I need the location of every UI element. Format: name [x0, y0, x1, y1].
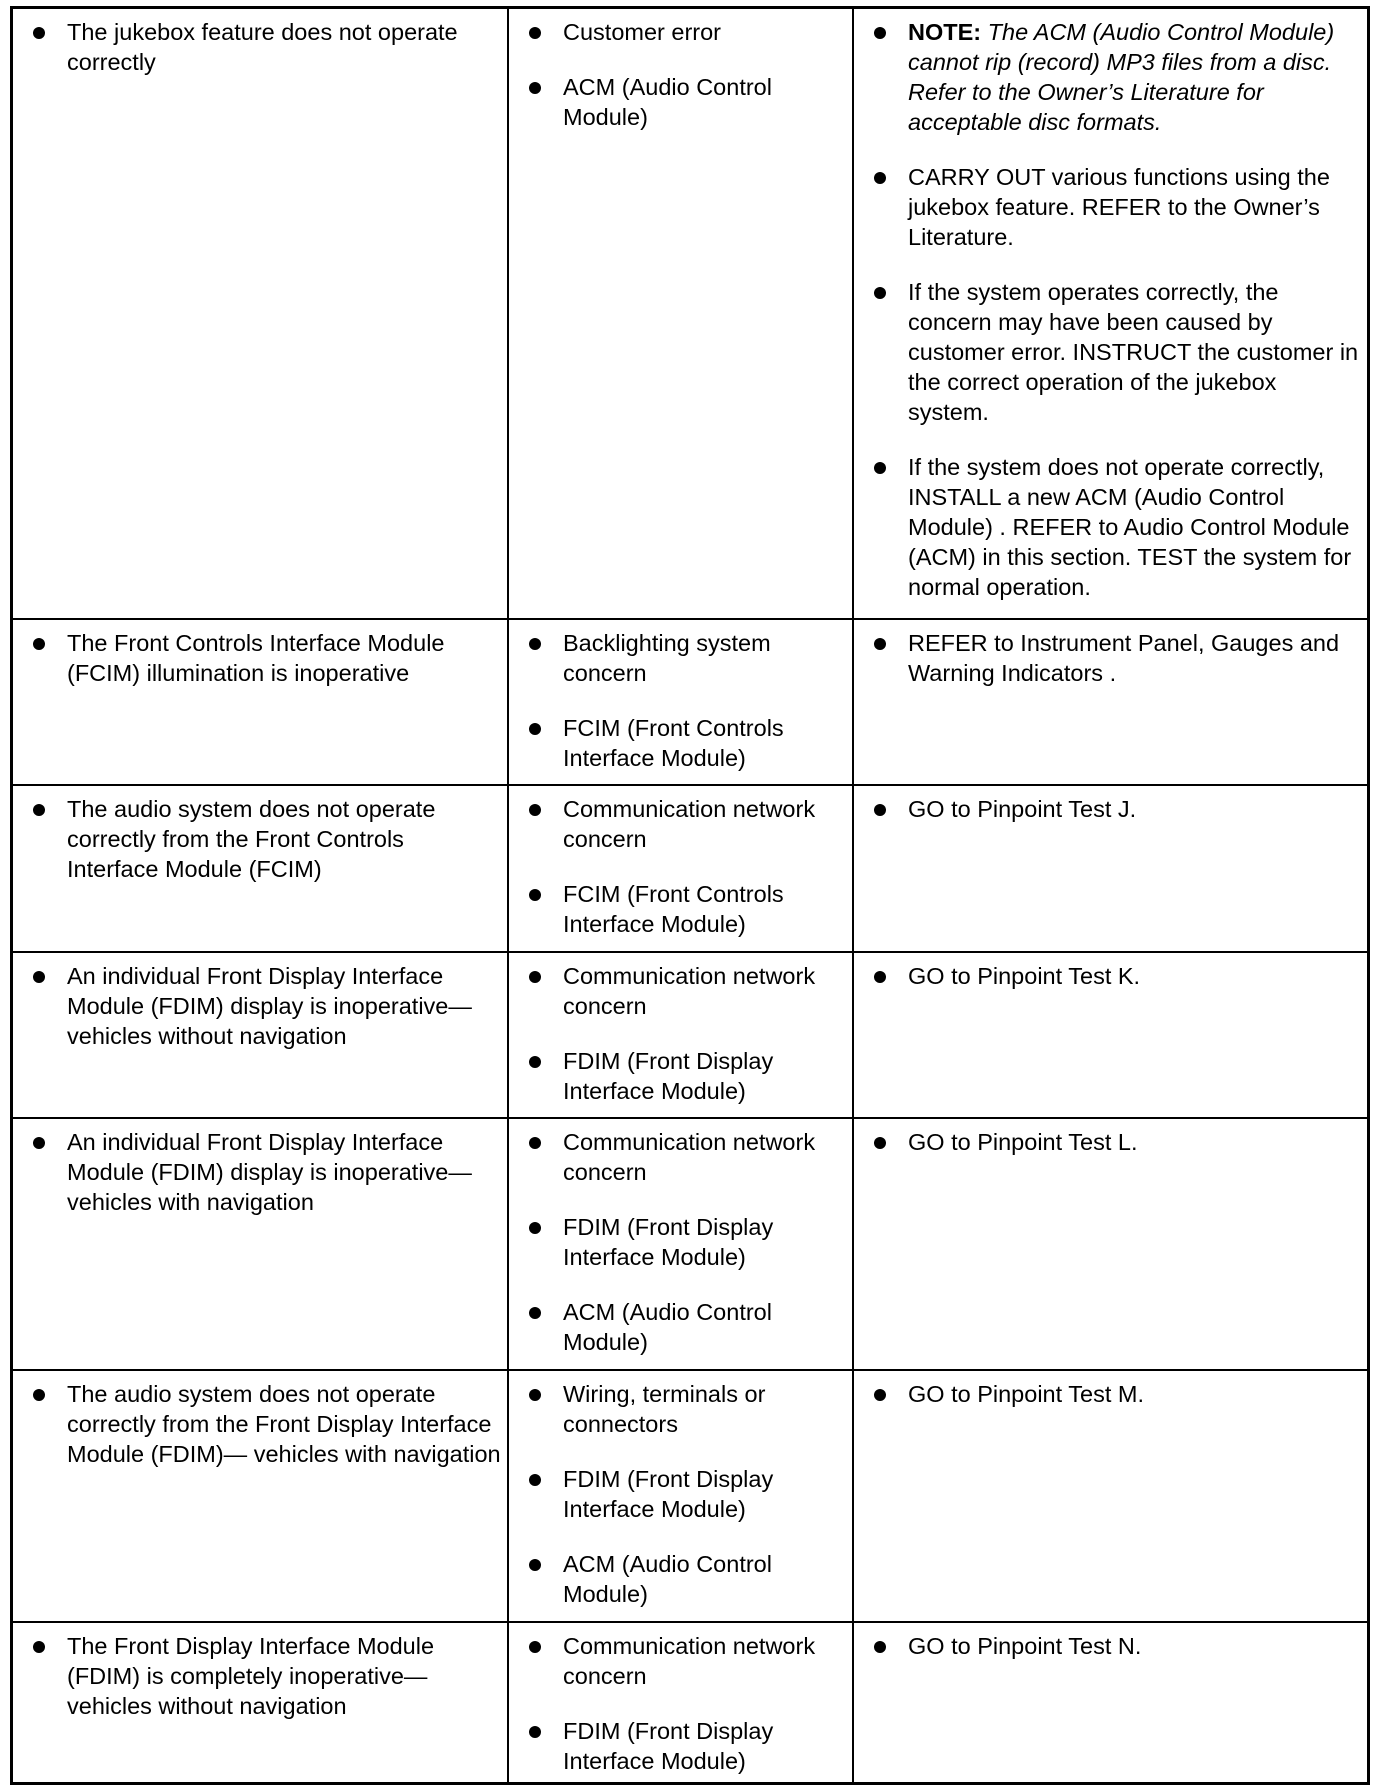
bullet-icon: [33, 804, 45, 816]
note-label: NOTE:: [908, 19, 982, 45]
symptom-text: The audio system does not operate correctly from the Front Display Interface Module (FDIM)— vehicles with navigation: [67, 1381, 501, 1467]
list-item: [874, 794, 1359, 824]
list-item: [874, 452, 1359, 602]
cause-text: Wiring, terminals or connectors: [563, 1381, 766, 1437]
table-row: [13, 1623, 1367, 1782]
list-item: [529, 879, 846, 939]
list-item: [529, 1212, 846, 1272]
table-row: [13, 953, 1367, 1119]
list-item: [33, 794, 501, 884]
bullet-icon: [874, 172, 886, 184]
symptom-text: The Front Controls Interface Module (FCIM) illumination is inoperative: [67, 630, 445, 686]
cause-text: Customer error: [563, 19, 722, 45]
list-item: [529, 1379, 846, 1439]
cause-text: Communication network concern: [563, 963, 816, 1019]
bullet-icon: [529, 82, 541, 94]
table-row: [13, 9, 1367, 620]
bullet-icon: [529, 27, 541, 39]
symptom-text: An individual Front Display Interface Module (FDIM) display is inoperative— vehicles without navigation: [67, 963, 472, 1049]
action-text: GO to Pinpoint Test M.: [908, 1381, 1144, 1407]
action-cell: [854, 1119, 1367, 1369]
bullet-icon: [874, 971, 886, 983]
cause-text: FCIM (Front Controls Interface Module): [563, 715, 784, 771]
bullet-icon: [529, 1389, 541, 1401]
action-text: CARRY OUT various functions using the jukebox feature. REFER to the Owner’s Literature.: [908, 164, 1330, 250]
symptom-text: The audio system does not operate correctly from the Front Controls Interface Module (FCIM): [67, 796, 436, 882]
bullet-icon: [33, 27, 45, 39]
list-item: [33, 1631, 501, 1721]
action-cell: [854, 1371, 1367, 1621]
bullet-icon: [874, 638, 886, 650]
cause-text: ACM (Audio Control Module): [563, 1551, 772, 1607]
list-item: [529, 1127, 846, 1187]
cause-text: Communication network concern: [563, 1129, 816, 1185]
cause-cell: [509, 9, 854, 618]
bullet-icon: [529, 889, 541, 901]
symptom-cell: [13, 953, 509, 1117]
action-text: GO to Pinpoint Test N.: [908, 1633, 1142, 1659]
list-item: [874, 17, 1359, 137]
list-item: [529, 1297, 846, 1357]
table-row: [13, 786, 1367, 953]
list-item: [33, 628, 501, 688]
bullet-icon: [874, 804, 886, 816]
action-cell: [854, 953, 1367, 1117]
cause-text: FCIM (Front Controls Interface Module): [563, 881, 784, 937]
bullet-icon: [529, 1641, 541, 1653]
list-item: [874, 1631, 1359, 1661]
bullet-icon: [529, 1056, 541, 1068]
bullet-icon: [874, 287, 886, 299]
list-item: [874, 162, 1359, 252]
list-item: [529, 72, 846, 132]
cause-cell: [509, 953, 854, 1117]
bullet-icon: [33, 638, 45, 650]
list-item: [874, 1379, 1359, 1409]
list-item: [529, 1716, 846, 1776]
bullet-icon: [529, 971, 541, 983]
cause-cell: [509, 1119, 854, 1369]
list-item: [529, 1549, 846, 1609]
bullet-icon: [874, 27, 886, 39]
bullet-icon: [874, 462, 886, 474]
action-cell: [854, 9, 1367, 618]
list-item: [33, 961, 501, 1051]
bullet-icon: [529, 638, 541, 650]
list-item: [874, 961, 1359, 991]
cause-cell: [509, 1371, 854, 1621]
table-row: [13, 1119, 1367, 1371]
symptom-cell: [13, 9, 509, 618]
bullet-icon: [874, 1389, 886, 1401]
symptom-chart-table: [10, 6, 1370, 1785]
cause-cell: [509, 620, 854, 784]
bullet-icon: [529, 1726, 541, 1738]
bullet-icon: [33, 1389, 45, 1401]
list-item: [529, 1464, 846, 1524]
bullet-icon: [33, 1641, 45, 1653]
bullet-icon: [529, 804, 541, 816]
action-cell: [854, 786, 1367, 951]
action-text: GO to Pinpoint Test K.: [908, 963, 1141, 989]
symptom-text: The jukebox feature does not operate correctly: [67, 19, 458, 75]
list-item: [529, 1631, 846, 1691]
list-item: [529, 1046, 846, 1106]
bullet-icon: [529, 1474, 541, 1486]
list-item: [529, 713, 846, 773]
list-item: [33, 1127, 501, 1217]
cause-text: ACM (Audio Control Module): [563, 1299, 772, 1355]
action-text: REFER to Instrument Panel, Gauges and Warning Indicators .: [908, 630, 1340, 686]
list-item: [874, 1127, 1359, 1157]
note-text: The ACM (Audio Control Module) cannot rip (record) MP3 files from a disc. Refer to the Owner’s Literature for acceptable disc formats.: [908, 19, 1335, 135]
list-item: [529, 794, 846, 854]
action-cell: [854, 1623, 1367, 1782]
cause-text: Backlighting system concern: [563, 630, 771, 686]
list-item: [874, 628, 1359, 688]
list-item: [529, 17, 846, 47]
action-text: GO to Pinpoint Test L.: [908, 1129, 1138, 1155]
list-item: [529, 628, 846, 688]
list-item: [33, 17, 501, 77]
cause-text: Communication network concern: [563, 796, 816, 852]
bullet-icon: [874, 1641, 886, 1653]
bullet-icon: [529, 1222, 541, 1234]
symptom-text: An individual Front Display Interface Module (FDIM) display is inoperative— vehicles with navigation: [67, 1129, 472, 1215]
list-item: [529, 961, 846, 1021]
bullet-icon: [33, 971, 45, 983]
cause-cell: [509, 786, 854, 951]
cause-cell: [509, 1623, 854, 1782]
bullet-icon: [874, 1137, 886, 1149]
symptom-cell: [13, 620, 509, 784]
table-row: [13, 1371, 1367, 1623]
symptom-cell: [13, 1371, 509, 1621]
bullet-icon: [529, 1559, 541, 1571]
action-text: GO to Pinpoint Test J.: [908, 796, 1137, 822]
table-row: [13, 620, 1367, 786]
cause-text: FDIM (Front Display Interface Module): [563, 1048, 774, 1104]
bullet-icon: [529, 1137, 541, 1149]
bullet-icon: [529, 1307, 541, 1319]
action-cell: [854, 620, 1367, 784]
bullet-icon: [529, 723, 541, 735]
list-item: [33, 1379, 501, 1469]
symptom-cell: [13, 786, 509, 951]
list-item: [874, 277, 1359, 427]
action-text: If the system operates correctly, the concern may have been caused by customer error. INSTRUCT the customer in the correct operation of the jukebox system.: [908, 279, 1359, 425]
symptom-cell: [13, 1623, 509, 1782]
symptom-cell: [13, 1119, 509, 1369]
bullet-icon: [33, 1137, 45, 1149]
cause-text: FDIM (Front Display Interface Module): [563, 1718, 774, 1774]
symptom-text: The Front Display Interface Module (FDIM) is completely inoperative— vehicles without navigation: [67, 1633, 435, 1719]
cause-text: ACM (Audio Control Module): [563, 74, 772, 130]
action-text: If the system does not operate correctly, INSTALL a new ACM (Audio Control Module) . REFER to Audio Control Module (ACM) in this section. TEST the system for normal operation.: [908, 454, 1352, 600]
cause-text: Communication network concern: [563, 1633, 816, 1689]
cause-text: FDIM (Front Display Interface Module): [563, 1466, 774, 1522]
cause-text: FDIM (Front Display Interface Module): [563, 1214, 774, 1270]
